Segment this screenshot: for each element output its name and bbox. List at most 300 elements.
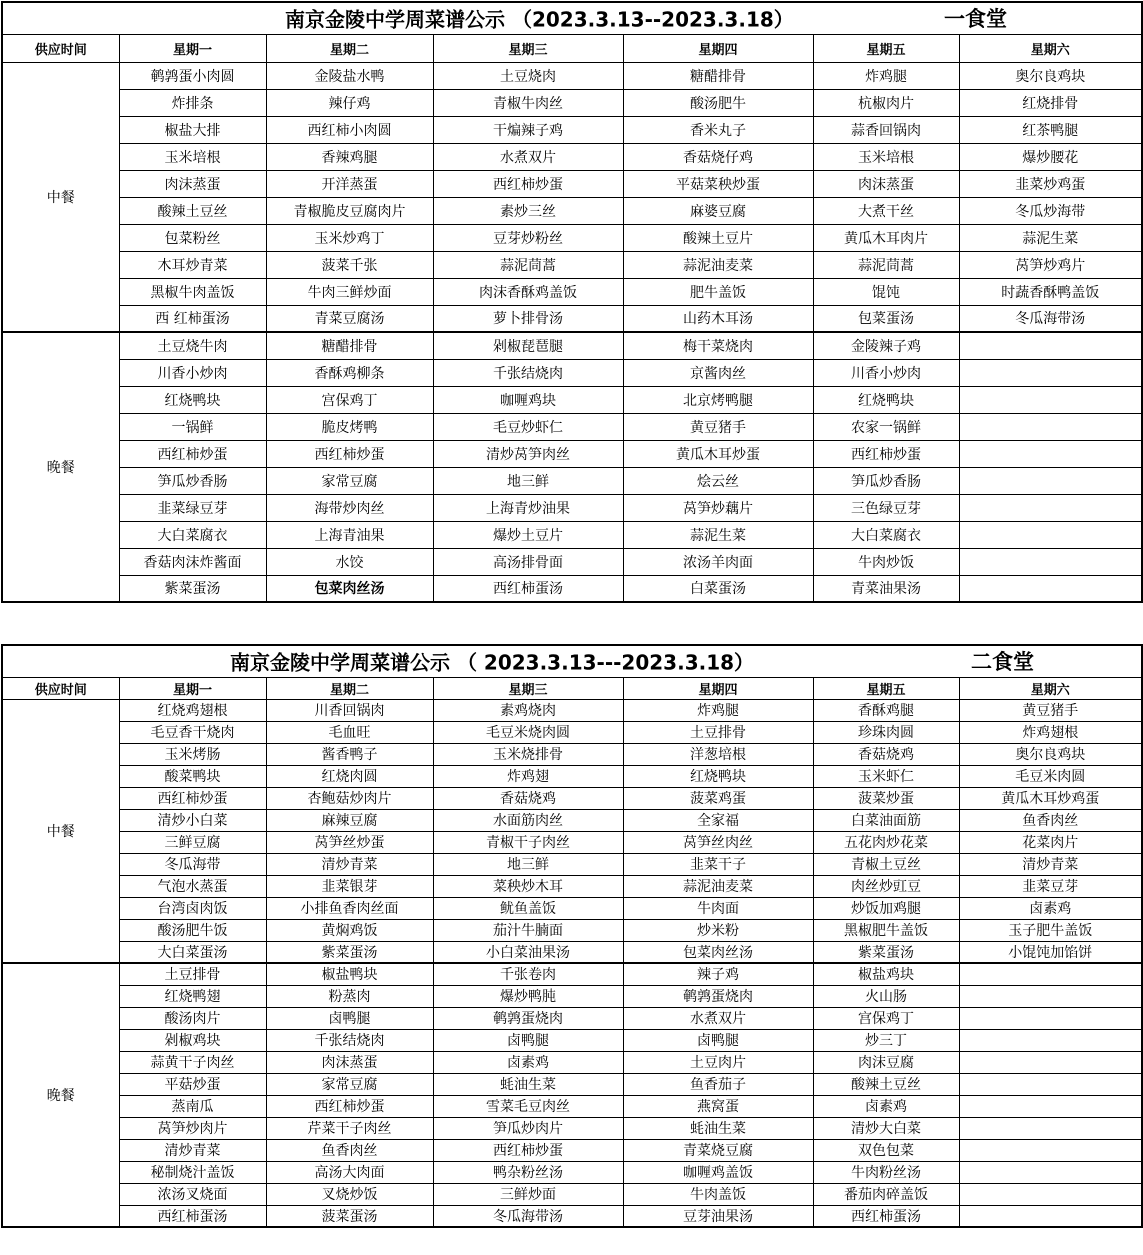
menu-cell: 土豆烧牛肉 xyxy=(119,332,266,359)
menu-cell xyxy=(959,332,1142,359)
menu-cell: 咖喱鸡块 xyxy=(433,386,623,413)
menu-cell: 包菜肉丝汤 xyxy=(623,941,813,963)
menu-cell xyxy=(959,1205,1142,1227)
canteen2-canteen-name: 二食堂 xyxy=(971,650,1034,675)
menu-cell: 冬瓜海带 xyxy=(119,853,266,875)
menu-cell: 台湾卤肉饭 xyxy=(119,897,266,919)
menu-cell: 一锅鲜 xyxy=(119,413,266,440)
menu-cell: 小白菜油果汤 xyxy=(433,941,623,963)
menu-cell: 蚝油生菜 xyxy=(433,1073,623,1095)
menu-cell: 水煮双片 xyxy=(623,1007,813,1029)
menu-cell: 蚝油生菜 xyxy=(623,1117,813,1139)
menu-cell: 上海青油果 xyxy=(266,521,433,548)
table-row xyxy=(2,170,1142,197)
menu-cell: 卤鸭腿 xyxy=(266,1007,433,1029)
menu-cell: 小馄饨加馅饼 xyxy=(959,941,1142,963)
menu-cell: 上海青炒油果 xyxy=(433,494,623,521)
menu-cell: 鱼香肉丝 xyxy=(266,1139,433,1161)
menu-cell: 冬瓜海带汤 xyxy=(959,305,1142,332)
table-row xyxy=(2,521,1142,548)
table-row xyxy=(2,941,1142,963)
menu-cell: 香菇烧鸡 xyxy=(433,787,623,809)
menu-cell: 红烧鸭块 xyxy=(119,386,266,413)
menu-cell: 双色包菜 xyxy=(813,1139,959,1161)
menu-cell: 香米丸子 xyxy=(623,116,813,143)
table-row xyxy=(2,62,1142,89)
menu-cell: 大白菜腐衣 xyxy=(813,521,959,548)
menu-cell: 红烧鸭翅 xyxy=(119,985,266,1007)
menu-cell: 青椒牛肉丝 xyxy=(433,89,623,116)
menu-cell: 浓汤叉烧面 xyxy=(119,1183,266,1205)
menu-cell: 肉沫蒸蛋 xyxy=(813,170,959,197)
menu-cell: 香酥鸡腿 xyxy=(813,699,959,721)
menu-cell: 牛肉粉丝汤 xyxy=(813,1161,959,1183)
menu-cell xyxy=(959,575,1142,602)
menu-cell: 蒜泥油麦菜 xyxy=(623,875,813,897)
menu-cell: 炸鸡翅根 xyxy=(959,721,1142,743)
menu-cell: 白菜蛋汤 xyxy=(623,575,813,602)
table-row xyxy=(2,1051,1142,1073)
table-row xyxy=(2,765,1142,787)
canteen2-menu-sheet xyxy=(1,644,1141,1228)
menu-cell: 宫保鸡丁 xyxy=(813,1007,959,1029)
table-row xyxy=(2,875,1142,897)
menu-cell: 青椒土豆丝 xyxy=(813,853,959,875)
menu-cell xyxy=(959,413,1142,440)
menu-cell: 萝卜排骨汤 xyxy=(433,305,623,332)
table-row xyxy=(2,963,1142,985)
menu-cell: 毛血旺 xyxy=(266,721,433,743)
menu-cell: 蒜泥茼蒿 xyxy=(433,251,623,278)
table-row xyxy=(2,1007,1142,1029)
menu-cell: 玉米炒鸡丁 xyxy=(266,224,433,251)
menu-cell xyxy=(959,1139,1142,1161)
menu-cell xyxy=(959,440,1142,467)
menu-cell: 玉子肥牛盖饭 xyxy=(959,919,1142,941)
column-header: 供应时间 xyxy=(2,677,119,699)
menu-cell xyxy=(959,548,1142,575)
table-row xyxy=(2,251,1142,278)
menu-cell: 包菜肉丝汤 xyxy=(266,575,433,602)
menu-cell: 水饺 xyxy=(266,548,433,575)
menu-cell: 火山肠 xyxy=(813,985,959,1007)
menu-cell: 包菜粉丝 xyxy=(119,224,266,251)
menu-cell: 莴笋炒藕片 xyxy=(623,494,813,521)
canteen2-page-title: 南京金陵中学周菜谱公示 （ 2023.3.13---2023.3.18） xyxy=(230,650,755,675)
table-row xyxy=(2,575,1142,602)
menu-cell: 爆炒土豆片 xyxy=(433,521,623,548)
menu-cell: 大白菜蛋汤 xyxy=(119,941,266,963)
menu-cell: 白菜油面筋 xyxy=(813,809,959,831)
canteen2-title-cell xyxy=(2,645,1142,677)
menu-cell: 菠菜千张 xyxy=(266,251,433,278)
menu-cell: 金陵盐水鸭 xyxy=(266,62,433,89)
menu-cell: 家常豆腐 xyxy=(266,1073,433,1095)
menu-cell: 莴笋炒鸡片 xyxy=(959,251,1142,278)
menu-cell: 菠菜鸡蛋 xyxy=(623,787,813,809)
menu-cell: 烩云丝 xyxy=(623,467,813,494)
menu-cell: 红烧鸭块 xyxy=(813,386,959,413)
column-header: 星期一 xyxy=(119,677,266,699)
menu-cell: 黄豆猪手 xyxy=(959,699,1142,721)
menu-cell: 冬瓜海带汤 xyxy=(433,1205,623,1227)
menu-cell: 卤素鸡 xyxy=(433,1051,623,1073)
menu-cell: 炸鸡翅 xyxy=(433,765,623,787)
menu-cell: 紫菜蛋汤 xyxy=(813,941,959,963)
menu-cell: 肉沫香酥鸡盖饭 xyxy=(433,278,623,305)
column-header: 星期六 xyxy=(959,34,1142,62)
table-row xyxy=(2,1183,1142,1205)
menu-cell: 清炒莴笋肉丝 xyxy=(433,440,623,467)
menu-cell: 千张结烧肉 xyxy=(266,1029,433,1051)
table-row xyxy=(2,548,1142,575)
menu-cell: 青椒脆皮豆腐肉片 xyxy=(266,197,433,224)
menu-cell: 青菜油果汤 xyxy=(813,575,959,602)
column-header: 星期一 xyxy=(119,34,266,62)
menu-cell: 蒜泥生菜 xyxy=(959,224,1142,251)
menu-cell: 川香小炒肉 xyxy=(119,359,266,386)
menu-cell: 酱香鸭子 xyxy=(266,743,433,765)
menu-cell: 清炒小白菜 xyxy=(119,809,266,831)
menu-cell: 清炒青菜 xyxy=(959,853,1142,875)
menu-cell: 雪菜毛豆肉丝 xyxy=(433,1095,623,1117)
table-row xyxy=(2,1029,1142,1051)
menu-cell: 韭菜绿豆芽 xyxy=(119,494,266,521)
menu-cell: 土豆排骨 xyxy=(119,963,266,985)
menu-cell: 香酥鸡柳条 xyxy=(266,359,433,386)
menu-cell: 酸汤肥牛 xyxy=(623,89,813,116)
menu-cell: 木耳炒青菜 xyxy=(119,251,266,278)
table-row xyxy=(2,1117,1142,1139)
column-header: 星期六 xyxy=(959,677,1142,699)
menu-cell: 卤鸭腿 xyxy=(433,1029,623,1051)
menu-cell: 毛豆米肉圆 xyxy=(959,765,1142,787)
menu-cell xyxy=(959,1029,1142,1051)
menu-cell: 酸汤肥牛饭 xyxy=(119,919,266,941)
menu-cell: 蒜泥茼蒿 xyxy=(813,251,959,278)
menu-cell: 气泡水蒸蛋 xyxy=(119,875,266,897)
table-row xyxy=(2,853,1142,875)
lunch-meal-label: 中餐 xyxy=(2,62,119,332)
menu-cell: 酸辣土豆丝 xyxy=(119,197,266,224)
lunch-meal-label: 中餐 xyxy=(2,699,119,963)
menu-cell: 菠菜蛋汤 xyxy=(266,1205,433,1227)
column-header: 星期五 xyxy=(813,34,959,62)
menu-cell: 红烧肉圆 xyxy=(266,765,433,787)
menu-cell: 冬瓜炒海带 xyxy=(959,197,1142,224)
menu-cell: 玉米虾仁 xyxy=(813,765,959,787)
menu-cell: 土豆排骨 xyxy=(623,721,813,743)
menu-cell: 黑椒肥牛盖饭 xyxy=(813,919,959,941)
menu-cell: 西红柿蛋汤 xyxy=(433,575,623,602)
menu-cell: 黄焖鸡饭 xyxy=(266,919,433,941)
menu-cell: 小排鱼香肉丝面 xyxy=(266,897,433,919)
menu-cell: 麻婆豆腐 xyxy=(623,197,813,224)
menu-cell: 千张卷肉 xyxy=(433,963,623,985)
table-row xyxy=(2,831,1142,853)
menu-cell: 炒三丁 xyxy=(813,1029,959,1051)
menu-cell: 地三鲜 xyxy=(433,853,623,875)
menu-cell: 红烧鸡翅根 xyxy=(119,699,266,721)
menu-cell: 韭菜干子 xyxy=(623,853,813,875)
menu-cell: 酸辣土豆片 xyxy=(623,224,813,251)
menu-cell: 牛肉盖饭 xyxy=(623,1183,813,1205)
menu-cell: 椒盐鸭块 xyxy=(266,963,433,985)
menu-cell: 辣仔鸡 xyxy=(266,89,433,116)
table-row xyxy=(2,386,1142,413)
menu-cell: 黑椒牛肉盖饭 xyxy=(119,278,266,305)
menu-cell: 毛豆米烧肉圆 xyxy=(433,721,623,743)
menu-cell: 开洋蒸蛋 xyxy=(266,170,433,197)
canteen2-menu-table xyxy=(1,644,1143,1228)
menu-cell: 炒米粉 xyxy=(623,919,813,941)
menu-cell: 香菇烧仔鸡 xyxy=(623,143,813,170)
table-row xyxy=(2,359,1142,386)
table-row xyxy=(2,224,1142,251)
table-row xyxy=(2,143,1142,170)
menu-cell: 卤素鸡 xyxy=(813,1095,959,1117)
menu-cell: 肉沫蒸蛋 xyxy=(119,170,266,197)
canteen1-page-title: 南京金陵中学周菜谱公示 （2023.3.13--2023.3.18） xyxy=(285,7,794,32)
menu-cell: 麻辣豆腐 xyxy=(266,809,433,831)
menu-cell: 三鲜豆腐 xyxy=(119,831,266,853)
menu-cell: 鱼香茄子 xyxy=(623,1073,813,1095)
table-row xyxy=(2,305,1142,332)
table-row xyxy=(2,116,1142,143)
menu-cell: 黄瓜木耳肉片 xyxy=(813,224,959,251)
menu-cell: 玉米培根 xyxy=(813,143,959,170)
menu-cell: 毛豆炒虾仁 xyxy=(433,413,623,440)
canteen1-header-row xyxy=(2,34,1142,62)
menu-cell: 青菜烧豆腐 xyxy=(623,1139,813,1161)
menu-cell: 山药木耳汤 xyxy=(623,305,813,332)
menu-cell: 西红柿炒蛋 xyxy=(119,787,266,809)
menu-cell: 杏鲍菇炒肉片 xyxy=(266,787,433,809)
menu-cell: 川香回锅肉 xyxy=(266,699,433,721)
menu-cell: 三色绿豆芽 xyxy=(813,494,959,521)
menu-cell: 韭菜银芽 xyxy=(266,875,433,897)
table-row xyxy=(2,919,1142,941)
menu-cell: 奥尔良鸡块 xyxy=(959,743,1142,765)
menu-cell xyxy=(959,1007,1142,1029)
menu-cell: 包菜蛋汤 xyxy=(813,305,959,332)
menu-cell: 笋瓜炒香肠 xyxy=(119,467,266,494)
menu-cell: 香辣鸡腿 xyxy=(266,143,433,170)
menu-cell: 全家福 xyxy=(623,809,813,831)
menu-cell: 红烧鸭块 xyxy=(623,765,813,787)
dinner-meal-label: 晚餐 xyxy=(2,332,119,602)
menu-cell: 黄瓜木耳炒鸡蛋 xyxy=(959,787,1142,809)
menu-cell: 家常豆腐 xyxy=(266,467,433,494)
menu-cell: 卤鸭腿 xyxy=(623,1029,813,1051)
menu-cell: 莴笋丝炒蛋 xyxy=(266,831,433,853)
menu-cell: 紫菜蛋汤 xyxy=(266,941,433,963)
table-row xyxy=(2,721,1142,743)
menu-cell: 高汤大肉面 xyxy=(266,1161,433,1183)
menu-cell: 玉米培根 xyxy=(119,143,266,170)
menu-cell: 高汤排骨面 xyxy=(433,548,623,575)
menu-cell: 剁椒鸡块 xyxy=(119,1029,266,1051)
menu-cell: 芹菜干子肉丝 xyxy=(266,1117,433,1139)
table-row xyxy=(2,440,1142,467)
menu-cell: 珍珠肉圆 xyxy=(813,721,959,743)
menu-cell: 平菇菜秧炒蛋 xyxy=(623,170,813,197)
menu-cell: 大煮干丝 xyxy=(813,197,959,224)
canteen1-menu-table xyxy=(1,1,1143,603)
menu-cell: 紫菜蛋汤 xyxy=(119,575,266,602)
menu-cell: 笋瓜炒肉片 xyxy=(433,1117,623,1139)
menu-cell: 牛肉面 xyxy=(623,897,813,919)
menu-cell: 香菇烧鸡 xyxy=(813,743,959,765)
column-header: 供应时间 xyxy=(2,34,119,62)
menu-cell: 糖醋排骨 xyxy=(266,332,433,359)
menu-cell xyxy=(959,963,1142,985)
menu-cell: 土豆烧肉 xyxy=(433,62,623,89)
menu-cell: 青椒干子肉丝 xyxy=(433,831,623,853)
table-row xyxy=(2,1139,1142,1161)
menu-cell: 水煮双片 xyxy=(433,143,623,170)
menu-cell: 黄瓜木耳炒蛋 xyxy=(623,440,813,467)
menu-cell: 地三鲜 xyxy=(433,467,623,494)
menu-cell: 宫保鸡丁 xyxy=(266,386,433,413)
table-row xyxy=(2,467,1142,494)
menu-cell: 肥牛盖饭 xyxy=(623,278,813,305)
column-header: 星期三 xyxy=(433,677,623,699)
menu-cell: 大白菜腐衣 xyxy=(119,521,266,548)
menu-cell xyxy=(959,1073,1142,1095)
menu-cell: 鸭杂粉丝汤 xyxy=(433,1161,623,1183)
menu-cell: 蒸南瓜 xyxy=(119,1095,266,1117)
menu-cell: 笋瓜炒香肠 xyxy=(813,467,959,494)
menu-cell: 酸菜鸭块 xyxy=(119,765,266,787)
menu-cell: 毛豆香干烧肉 xyxy=(119,721,266,743)
menu-cell: 馄饨 xyxy=(813,278,959,305)
menu-cell xyxy=(959,1183,1142,1205)
menu-cell: 莴笋丝肉丝 xyxy=(623,831,813,853)
menu-cell xyxy=(959,386,1142,413)
menu-cell xyxy=(959,359,1142,386)
table-row xyxy=(2,985,1142,1007)
menu-cell: 浓汤羊肉面 xyxy=(623,548,813,575)
menu-cell: 粉蒸肉 xyxy=(266,985,433,1007)
menu-cell: 秘制烧汁盖饭 xyxy=(119,1161,266,1183)
menu-cell xyxy=(959,1161,1142,1183)
menu-cell: 肉沫蒸蛋 xyxy=(266,1051,433,1073)
menu-cell: 洋葱培根 xyxy=(623,743,813,765)
menu-cell: 西红柿炒蛋 xyxy=(266,1095,433,1117)
menu-cell: 蒜泥生菜 xyxy=(623,521,813,548)
menu-cell: 西红柿蛋汤 xyxy=(119,1205,266,1227)
menu-cell: 蒜泥油麦菜 xyxy=(623,251,813,278)
column-header: 星期二 xyxy=(266,34,433,62)
menu-cell: 茄汁牛腩面 xyxy=(433,919,623,941)
table-row xyxy=(2,699,1142,721)
menu-cell: 西红柿炒蛋 xyxy=(433,170,623,197)
menu-cell: 西 红柿蛋汤 xyxy=(119,305,266,332)
menu-cell xyxy=(959,985,1142,1007)
table-row xyxy=(2,743,1142,765)
canteen1-title-cell xyxy=(2,2,1142,34)
menu-cell xyxy=(959,467,1142,494)
table-row xyxy=(2,897,1142,919)
menu-cell: 蒜香回锅肉 xyxy=(813,116,959,143)
menu-cell: 梅干菜烧肉 xyxy=(623,332,813,359)
menu-cell: 玉米烧排骨 xyxy=(433,743,623,765)
menu-cell: 鹌鹑蛋烧肉 xyxy=(623,985,813,1007)
menu-cell: 莴笋炒肉片 xyxy=(119,1117,266,1139)
menu-cell: 土豆肉片 xyxy=(623,1051,813,1073)
menu-cell: 平菇炒蛋 xyxy=(119,1073,266,1095)
menu-cell xyxy=(959,1117,1142,1139)
menu-cell: 菜秧炒木耳 xyxy=(433,875,623,897)
menu-cell: 西红柿炒蛋 xyxy=(433,1139,623,1161)
menu-cell: 玉米烤肠 xyxy=(119,743,266,765)
menu-cell: 红烧排骨 xyxy=(959,89,1142,116)
canteen1-menu-sheet xyxy=(1,1,1141,603)
menu-cell: 清炒大白菜 xyxy=(813,1117,959,1139)
canteen2-header-row xyxy=(2,677,1142,699)
menu-cell: 京酱肉丝 xyxy=(623,359,813,386)
menu-cell: 杭椒肉片 xyxy=(813,89,959,116)
menu-cell: 椒盐鸡块 xyxy=(813,963,959,985)
table-row xyxy=(2,413,1142,440)
menu-cell: 炒饭加鸡腿 xyxy=(813,897,959,919)
menu-cell: 海带炒肉丝 xyxy=(266,494,433,521)
table-row xyxy=(2,1073,1142,1095)
menu-cell xyxy=(959,1095,1142,1117)
menu-cell: 三鲜炒面 xyxy=(433,1183,623,1205)
table-row xyxy=(2,89,1142,116)
menu-cell: 西红柿小肉圆 xyxy=(266,116,433,143)
menu-cell: 西红柿炒蛋 xyxy=(813,440,959,467)
menu-cell: 咖喱鸡盖饭 xyxy=(623,1161,813,1183)
menu-cell: 酸汤肉片 xyxy=(119,1007,266,1029)
menu-cell: 鹌鹑蛋小肉圆 xyxy=(119,62,266,89)
menu-cell: 辣子鸡 xyxy=(623,963,813,985)
menu-cell: 红茶鸭腿 xyxy=(959,116,1142,143)
table-row xyxy=(2,1161,1142,1183)
menu-cell: 金陵辣子鸡 xyxy=(813,332,959,359)
menu-cell: 鱼香肉丝 xyxy=(959,809,1142,831)
menu-cell: 鹌鹑蛋烧肉 xyxy=(433,1007,623,1029)
menu-cell: 炸排条 xyxy=(119,89,266,116)
menu-cell: 干煸辣子鸡 xyxy=(433,116,623,143)
menu-cell: 爆炒腰花 xyxy=(959,143,1142,170)
table-row xyxy=(2,332,1142,359)
canteen1-menu-body xyxy=(2,62,1142,602)
table-row xyxy=(2,494,1142,521)
column-header: 星期四 xyxy=(623,677,813,699)
menu-cell: 牛肉炒饭 xyxy=(813,548,959,575)
column-header: 星期四 xyxy=(623,34,813,62)
menu-cell: 脆皮烤鸭 xyxy=(266,413,433,440)
menu-cell: 菠菜炒蛋 xyxy=(813,787,959,809)
menu-cell: 韭菜豆芽 xyxy=(959,875,1142,897)
menu-cell: 香菇肉沫炸酱面 xyxy=(119,548,266,575)
menu-cell: 千张结烧肉 xyxy=(433,359,623,386)
menu-cell: 牛肉三鲜炒面 xyxy=(266,278,433,305)
menu-cell: 叉烧炒饭 xyxy=(266,1183,433,1205)
menu-cell: 韭菜炒鸡蛋 xyxy=(959,170,1142,197)
menu-cell: 时蔬香酥鸭盖饭 xyxy=(959,278,1142,305)
dinner-meal-label: 晚餐 xyxy=(2,963,119,1227)
menu-cell: 糖醋排骨 xyxy=(623,62,813,89)
menu-cell: 农家一锅鲜 xyxy=(813,413,959,440)
column-header: 星期五 xyxy=(813,677,959,699)
menu-cell: 蒜黄干子肉丝 xyxy=(119,1051,266,1073)
table-row xyxy=(2,1205,1142,1227)
menu-cell: 水面筋肉丝 xyxy=(433,809,623,831)
